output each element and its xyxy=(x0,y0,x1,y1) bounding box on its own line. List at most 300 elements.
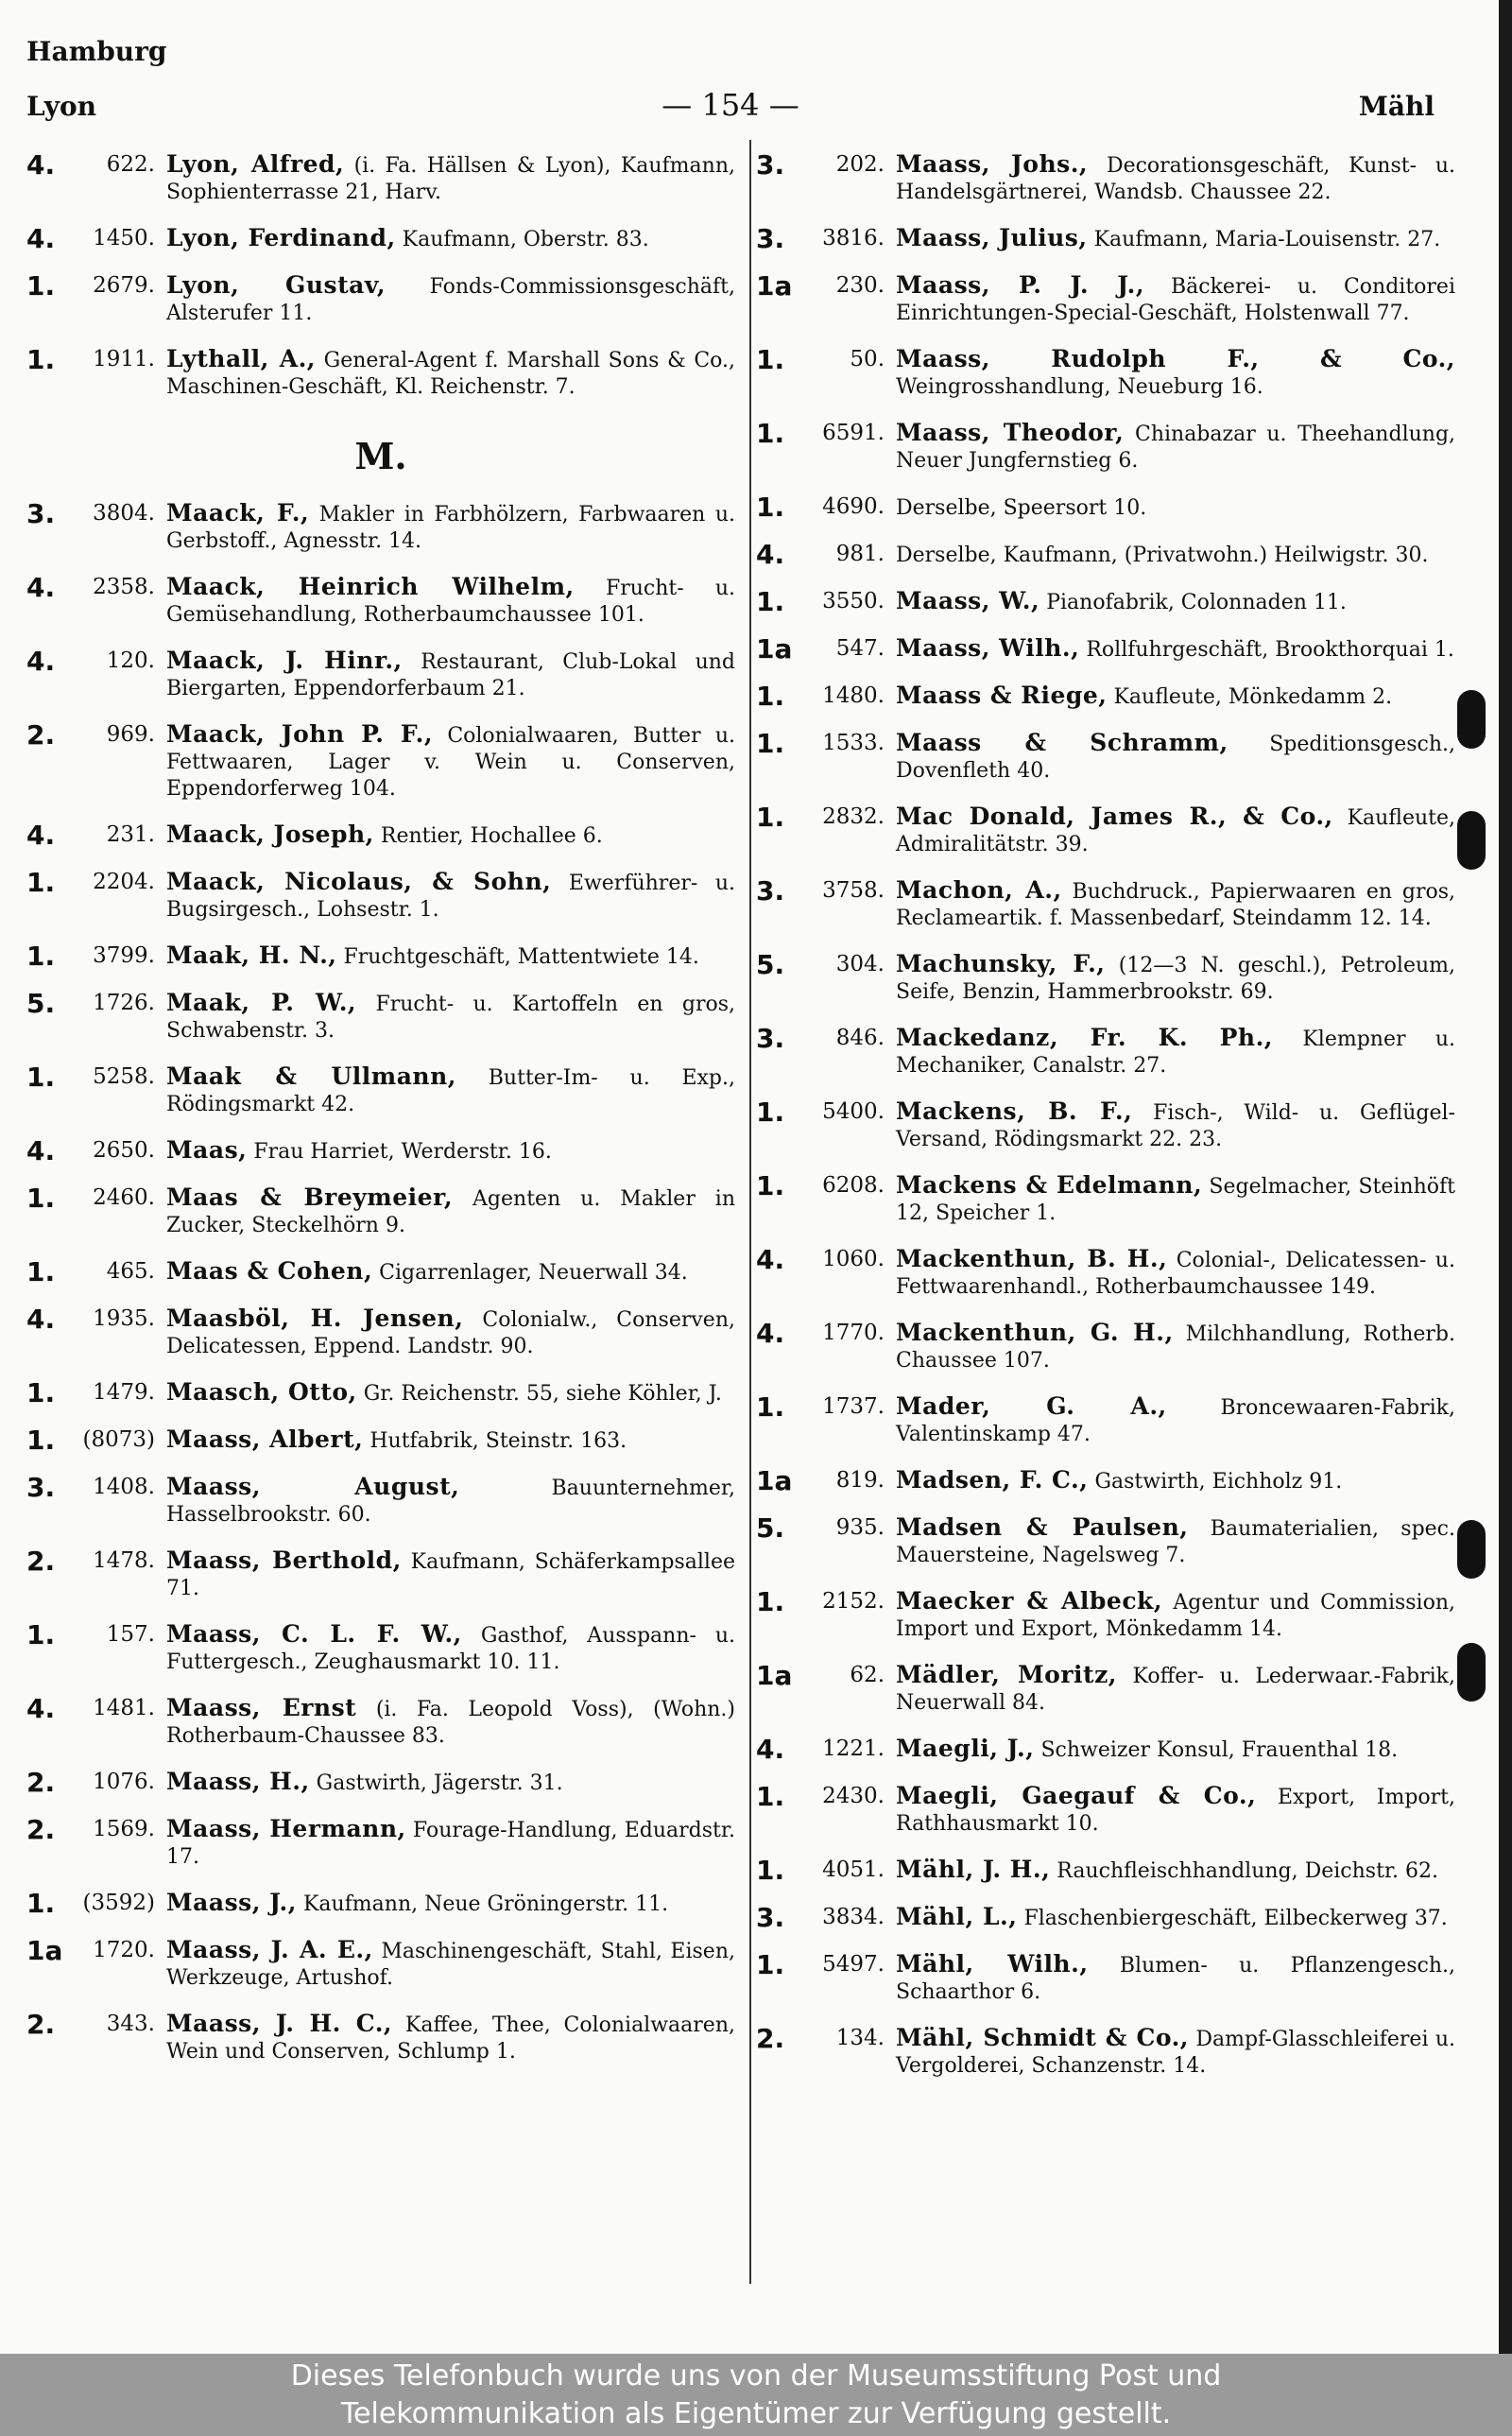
entry-body xyxy=(896,1588,1455,1643)
entry-name: Mackenthun, B. H., xyxy=(896,1245,1168,1272)
directory-entry xyxy=(756,730,1455,785)
entry-description: Frucht- u. Gemüsehandlung, Rotherbaumchaussee 101. xyxy=(166,577,735,627)
binding-hole xyxy=(1457,1520,1486,1579)
entry-phone-number: 1720. xyxy=(93,1938,155,1962)
entry-name: Maass, Julius, xyxy=(896,224,1088,251)
entry-body xyxy=(166,721,735,803)
entry-body xyxy=(166,1258,735,1287)
entry-phone-number: 3804. xyxy=(93,501,155,526)
directory-entry xyxy=(756,1514,1455,1569)
entry-body xyxy=(896,803,1455,858)
directory-entry xyxy=(26,1426,735,1455)
entry-body xyxy=(896,541,1455,569)
entry-phone-number: 4690. xyxy=(822,494,885,519)
entry-phone-number: 1408. xyxy=(93,1475,155,1499)
entry-class: 1. xyxy=(26,344,56,375)
entry-body xyxy=(166,225,735,253)
entry-name: Lyon, Alfred, xyxy=(166,150,345,178)
entry-name: Maas, xyxy=(166,1136,248,1164)
entry-class: 1. xyxy=(26,867,56,898)
entry-description: Flaschenbiergeschäft, Eilbeckerweg 37. xyxy=(1023,1907,1448,1930)
entry-description: Butter-Im- u. Exp., Rödingsmarkt 42. xyxy=(166,1066,736,1116)
entry-description: Koffer- u. Lederwaar.-Fabrik, Neuerwall 84. xyxy=(896,1665,1455,1715)
entry-class: 4. xyxy=(26,1135,56,1166)
entry-class: 5. xyxy=(26,988,56,1019)
entry-class: 4. xyxy=(26,646,56,677)
entry-phone-number: 1569. xyxy=(93,1817,155,1841)
entry-phone-number: 120. xyxy=(106,648,155,673)
directory-entry xyxy=(26,1937,735,1992)
entry-phone-number: 2204. xyxy=(93,870,155,894)
entry-phone-number: 2358. xyxy=(93,575,155,599)
entry-phone-number: 304. xyxy=(835,952,885,976)
entry-class: 3. xyxy=(756,223,785,254)
binding-hole xyxy=(1457,811,1486,870)
footer-line-2: Telekommunikation als Eigentümer zur Verfügung gestellt. xyxy=(340,2397,1172,2430)
entry-name: Maass, J. H. C., xyxy=(166,2010,393,2037)
entry-class: 1. xyxy=(756,1586,785,1617)
entry-body xyxy=(896,1098,1455,1153)
entry-phone-number: 1479. xyxy=(93,1380,155,1405)
entry-description: Kaufleute, Admiralitätstr. 39. xyxy=(896,806,1455,856)
directory-entry xyxy=(26,500,735,555)
entry-class: 4. xyxy=(26,572,56,603)
directory-entry xyxy=(26,1063,735,1118)
entry-body xyxy=(896,151,1455,206)
entry-description: Frau Harriet, Werderstr. 16. xyxy=(253,1140,552,1164)
entry-phone-number: 1076. xyxy=(93,1770,155,1794)
entry-name: Maack, J. Hinr., xyxy=(166,647,403,674)
entry-body xyxy=(166,2011,735,2065)
entry-name: Maas & Breymeier, xyxy=(166,1183,454,1211)
directory-entry xyxy=(26,1184,735,1239)
directory-entry xyxy=(756,877,1455,932)
entry-phone-number: 465. xyxy=(106,1259,155,1284)
entry-phone-number: 231. xyxy=(106,822,155,847)
entry-class: 1. xyxy=(756,344,785,375)
directory-entry xyxy=(26,272,735,327)
directory-entry xyxy=(756,1736,1455,1764)
directory-entry xyxy=(756,682,1455,711)
header-left-keyword: Lyon xyxy=(26,91,96,122)
entry-phone-number: 2152. xyxy=(822,1589,885,1614)
entry-class: 1. xyxy=(26,1425,56,1456)
directory-entry xyxy=(26,1816,735,1871)
entry-name: Mähl, Wilh., xyxy=(896,1950,1089,1978)
directory-entry xyxy=(26,1258,735,1287)
directory-entry xyxy=(756,1588,1455,1643)
entry-name: Maack, Nicolaus, & Sohn, xyxy=(166,868,552,895)
entry-phone-number: 4051. xyxy=(822,1857,885,1882)
entry-name: Machon, A., xyxy=(896,876,1062,904)
entry-phone-number: 1737. xyxy=(822,1394,885,1419)
right-column xyxy=(756,151,1455,2099)
directory-entry xyxy=(26,1621,735,1676)
entry-phone-number: 3758. xyxy=(822,878,885,903)
entry-class: 1. xyxy=(26,1256,56,1287)
page-header xyxy=(26,36,1435,130)
entry-body xyxy=(166,1547,735,1602)
directory-entry xyxy=(26,942,735,971)
entry-phone-number: 5400. xyxy=(822,1099,885,1124)
entry-name: Maass, Berthold, xyxy=(166,1546,402,1574)
entry-description: Colonialw., Conserven, Delicatessen, Eppend. Landstr. 90. xyxy=(166,1308,735,1358)
entry-class: 1. xyxy=(756,802,785,833)
entry-class: 1. xyxy=(26,1888,56,1919)
directory-entry xyxy=(26,1695,735,1750)
entry-description: (i. Fa. Hällsen & Lyon), Kaufmann, Sophienterrasse 21, Harv. xyxy=(166,154,735,204)
entry-name: Mähl, J. H., xyxy=(896,1856,1051,1883)
directory-entry xyxy=(26,1769,735,1797)
entry-description: Pianofabrik, Colonnaden 11. xyxy=(1046,591,1347,614)
binding-hole xyxy=(1457,690,1486,749)
entry-name: Maack, F., xyxy=(166,499,310,527)
entry-name: Maass, Rudolph F., & Co., xyxy=(896,345,1455,372)
entry-name: Maecker & Albeck, xyxy=(896,1587,1163,1615)
entry-name: Maack, Heinrich Wilhelm, xyxy=(166,573,575,600)
entry-phone-number: (3592) xyxy=(82,1891,155,1915)
entry-class: 4. xyxy=(26,1304,56,1335)
page-edge-shadow xyxy=(1499,0,1512,2354)
entry-description: Chinabazar u. Theehandlung, Neuer Jungfernstieg 6. xyxy=(896,423,1456,473)
entry-body xyxy=(896,951,1455,1006)
footer-banner xyxy=(0,2354,1512,2436)
entry-class: 2. xyxy=(756,2023,785,2054)
entry-class: 1a xyxy=(756,1465,793,1496)
entry-name: Maass, P. J. J., xyxy=(896,271,1145,299)
entry-class: 1. xyxy=(26,1377,56,1408)
entry-body xyxy=(166,1769,735,1797)
entry-name: Maass, Hermann, xyxy=(166,1815,406,1842)
entry-body xyxy=(896,1172,1455,1227)
entry-phone-number: 547. xyxy=(835,636,885,661)
entry-body xyxy=(896,1393,1455,1448)
entry-name: Maass, Johs., xyxy=(896,150,1089,178)
header-right-keyword: Mähl xyxy=(1358,91,1435,122)
entry-description: Kaufmann, Oberstr. 83. xyxy=(402,228,649,251)
entry-body xyxy=(166,1890,735,1918)
directory-entry xyxy=(756,1904,1455,1932)
entry-description: Derselbe, Kaufmann, (Privatwohn.) Heilwigstr. 30. xyxy=(896,544,1429,567)
directory-entry xyxy=(26,151,735,206)
entry-phone-number: 3799. xyxy=(93,943,155,968)
entry-phone-number: 1480. xyxy=(822,683,885,708)
entry-phone-number: 969. xyxy=(106,722,155,747)
entry-body xyxy=(896,1857,1455,1885)
entry-description: Kaffee, Thee, Colonialwaaren, Wein und Conserven, Schlump 1. xyxy=(166,2013,735,2064)
entry-name: Lyon, Gustav, xyxy=(166,271,387,299)
entry-phone-number: 134. xyxy=(835,2026,885,2050)
directory-entry xyxy=(756,951,1455,1006)
entry-phone-number: 3816. xyxy=(822,226,885,251)
page-number: — 154 — xyxy=(662,87,799,123)
entry-name: Maasch, Otto, xyxy=(166,1378,357,1406)
entry-description: Gastwirth, Jägerstr. 31. xyxy=(316,1771,563,1795)
entry-phone-number: 1533. xyxy=(822,731,885,755)
entry-name: Mackedanz, Fr. K. Ph., xyxy=(896,1024,1273,1051)
entry-phone-number: 1450. xyxy=(93,226,155,251)
entry-body xyxy=(166,346,735,401)
entry-name: Maass, Ernst xyxy=(166,1694,357,1721)
entry-name: Maak, P. W., xyxy=(166,989,357,1016)
entry-class: 4. xyxy=(756,1318,785,1349)
entry-phone-number: 50. xyxy=(850,347,885,371)
entry-body xyxy=(896,588,1455,616)
entry-description: Bauunternehmer, Hasselbrookstr. 60. xyxy=(166,1477,735,1527)
entry-class: 4. xyxy=(26,1693,56,1724)
entry-description: Kaufleute, Mönkedamm 2. xyxy=(1113,685,1393,709)
entry-description: Kaufmann, Neue Gröningerstr. 11. xyxy=(302,1892,669,1916)
entry-body xyxy=(896,420,1455,475)
entry-body xyxy=(166,151,735,206)
directory-entry xyxy=(756,151,1455,206)
entry-body xyxy=(166,942,735,971)
entry-body xyxy=(896,346,1455,401)
entry-phone-number: 3834. xyxy=(822,1905,885,1929)
directory-entry xyxy=(756,1098,1455,1153)
directory-entry xyxy=(26,225,735,253)
directory-entry xyxy=(26,821,735,850)
entry-phone-number: 819. xyxy=(835,1468,885,1493)
directory-entry xyxy=(26,574,735,629)
entry-description: Segelmacher, Steinhöft 12, Speicher 1. xyxy=(896,1175,1455,1225)
entry-body xyxy=(896,1467,1455,1495)
entry-description: General-Agent f. Marshall Sons & Co., Maschinen-Geschäft, Kl. Reichenstr. 7. xyxy=(166,349,736,399)
entry-body xyxy=(166,869,735,924)
directory-entry xyxy=(756,1662,1455,1717)
left-column-top-entries xyxy=(26,151,735,401)
binding-hole xyxy=(1457,1643,1486,1702)
entry-body xyxy=(896,1025,1455,1080)
entry-description: Fourage-Handlung, Eduardstr. 17. xyxy=(166,1819,735,1869)
entry-name: Maegli, Gaegauf & Co., xyxy=(896,1782,1257,1809)
entry-phone-number: 202. xyxy=(835,152,885,177)
directory-entry xyxy=(756,1246,1455,1301)
entry-class: 3. xyxy=(756,149,785,181)
entry-name: Mackenthun, G. H., xyxy=(896,1319,1174,1346)
entry-description: Kaufmann, Maria-Louisenstr. 27. xyxy=(1093,228,1441,251)
entry-description: Frucht- u. Kartoffeln en gros, Schwabenstr. 3. xyxy=(166,993,735,1043)
directory-entry xyxy=(26,1890,735,1918)
directory-entry xyxy=(26,1547,735,1602)
entry-name: Machunsky, F., xyxy=(896,950,1106,977)
entry-name: Maack, John P. F., xyxy=(166,720,434,748)
entry-body xyxy=(166,1063,735,1118)
entry-description: (12—3 N. geschl.), Petroleum, Seife, Benzin, Hammerbrookstr. 69. xyxy=(896,954,1455,1004)
entry-class: 1. xyxy=(756,681,785,712)
entry-class: 1a xyxy=(756,633,793,665)
entry-description: Schweizer Konsul, Frauenthal 18. xyxy=(1040,1738,1399,1762)
entry-description: Fisch-, Wild- u. Geflügel-Versand, Rödingsmarkt 22. 23. xyxy=(896,1101,1455,1151)
entry-class: 2. xyxy=(26,719,56,751)
entry-description: Kaufmann, Schäferkampsallee 71. xyxy=(166,1550,735,1600)
directory-entry xyxy=(756,541,1455,569)
entry-name: Maas & Cohen, xyxy=(166,1257,373,1285)
entry-phone-number: 2679. xyxy=(93,273,155,298)
entry-name: Mädler, Moritz, xyxy=(896,1661,1117,1688)
entry-body xyxy=(896,682,1455,711)
directory-entry xyxy=(756,588,1455,616)
entry-body xyxy=(896,493,1455,522)
entry-description: Colonialwaaren, Butter u. Fettwaaren, Lager v. Wein u. Conserven, Eppendorferweg 104. xyxy=(166,724,735,801)
entry-body xyxy=(166,574,735,629)
entry-phone-number: 1726. xyxy=(93,991,155,1015)
entry-body xyxy=(896,730,1455,785)
entry-description: Buchdruck., Papierwaaren en gros, Reclameartik. f. Massenbedarf, Steindamm 12. 14. xyxy=(896,880,1455,930)
entry-class: 1. xyxy=(756,492,785,523)
entry-body xyxy=(896,1320,1455,1374)
entry-class: 4. xyxy=(26,223,56,254)
entry-phone-number: 343. xyxy=(106,2012,155,2036)
entry-body xyxy=(896,2025,1455,2080)
entry-class: 2. xyxy=(26,1767,56,1798)
entry-body xyxy=(896,272,1455,327)
entry-body xyxy=(166,1816,735,1871)
entry-description: Ewerführer- u. Bugsirgesch., Lohsestr. 1. xyxy=(166,872,735,922)
entry-body xyxy=(896,1246,1455,1301)
entry-description: Dampf-Glasschleiferei u. Vergolderei, Schanzenstr. 14. xyxy=(896,2028,1455,2078)
entry-body xyxy=(166,1379,735,1408)
entry-body xyxy=(166,821,735,850)
entry-phone-number: 981. xyxy=(835,542,885,566)
entry-class: 2. xyxy=(26,1814,56,1845)
directory-entry xyxy=(26,1474,735,1529)
entry-name: Maass, H., xyxy=(166,1768,310,1795)
entry-phone-number: 230. xyxy=(835,273,885,298)
entry-description: Gasthof, Ausspann- u. Futtergesch., Zeughausmarkt 10. 11. xyxy=(166,1624,735,1674)
entry-description: Blumen- u. Pflanzengesch., Schaarthor 6. xyxy=(896,1954,1456,2004)
directory-entry xyxy=(756,1857,1455,1885)
directory-entry xyxy=(756,1172,1455,1227)
directory-entry xyxy=(756,1951,1455,2006)
entry-name: Maack, Joseph, xyxy=(166,821,374,848)
entry-name: Mackens & Edelmann, xyxy=(896,1171,1203,1199)
directory-entry xyxy=(756,420,1455,475)
entry-body xyxy=(896,1662,1455,1717)
entry-description: Colonial-, Delicatessen- u. Fettwaarenhandl., Rotherbaumchaussee 149. xyxy=(896,1249,1455,1299)
entry-body xyxy=(896,1783,1455,1838)
entry-description: Fruchtgeschäft, Mattentwiete 14. xyxy=(343,945,699,969)
directory-entry xyxy=(26,990,735,1045)
left-column xyxy=(26,151,735,2084)
entry-description: Baumaterialien, spec. Mauersteine, Nagelsweg 7. xyxy=(896,1517,1455,1567)
entry-description: Decorationsgeschäft, Kunst- u. Handelsgärtnerei, Wandsb. Chaussee 22. xyxy=(896,154,1455,204)
entry-phone-number: 935. xyxy=(835,1515,885,1540)
entry-name: Maasböl, H. Jensen, xyxy=(166,1304,464,1332)
entry-description: Cigarrenlager, Neuerwall 34. xyxy=(379,1261,688,1285)
entry-name: Maass, Albert, xyxy=(166,1425,364,1453)
entry-class: 4. xyxy=(26,149,56,181)
entry-description: Rentier, Hochallee 6. xyxy=(380,824,603,848)
directory-entry xyxy=(756,803,1455,858)
entry-description: (i. Fa. Leopold Voss), (Wohn.) Rotherbaum-Chaussee 83. xyxy=(166,1698,736,1748)
entry-class: 3. xyxy=(26,498,56,529)
entry-class: 1. xyxy=(756,1781,785,1812)
entry-name: Maass, J., xyxy=(166,1889,297,1916)
entry-description: Rollfuhrgeschäft, Brookthorquai 1. xyxy=(1086,638,1454,662)
entry-phone-number: 2650. xyxy=(93,1138,155,1163)
entry-phone-number: 62. xyxy=(850,1663,885,1687)
entry-body xyxy=(166,1937,735,1992)
section-heading: M. xyxy=(354,435,407,477)
entry-body xyxy=(896,1951,1455,2006)
entry-phone-number: 1770. xyxy=(822,1321,885,1345)
entry-description: Gr. Reichenstr. 55, siehe Köhler, J. xyxy=(363,1382,722,1406)
entry-body xyxy=(896,225,1455,253)
entry-description: Restaurant, Club-Lokal und Biergarten, Eppendorferbaum 21. xyxy=(166,650,736,700)
entry-class: 2. xyxy=(26,2009,56,2040)
entry-body xyxy=(166,1137,735,1166)
entry-description: Rauchfleischhandlung, Deichstr. 62. xyxy=(1057,1859,1439,1883)
entry-phone-number: 2460. xyxy=(93,1185,155,1210)
entry-description: Bäckerei- u. Conditorei Einrichtungen-Special-Geschäft, Holstenwall 77. xyxy=(896,275,1455,325)
entry-phone-number: 622. xyxy=(106,152,155,177)
entry-name: Maass, Theodor, xyxy=(896,419,1125,446)
entry-class: 1. xyxy=(756,418,785,449)
entry-description: Export, Import, Rathhausmarkt 10. xyxy=(896,1786,1455,1836)
entry-name: Mac Donald, James R., & Co., xyxy=(896,803,1333,830)
entry-name: Mähl, Schmidt & Co., xyxy=(896,2024,1189,2051)
column-divider xyxy=(749,140,751,2284)
entry-body xyxy=(896,877,1455,932)
entry-class: 1. xyxy=(756,1170,785,1201)
directory-entry xyxy=(756,1320,1455,1374)
entry-class: 1. xyxy=(26,1183,56,1214)
entry-name: Lythall, A., xyxy=(166,345,317,372)
entry-description: Derselbe, Speersort 10. xyxy=(896,496,1147,520)
entry-class: 1. xyxy=(26,1619,56,1650)
entry-description: Agenten u. Makler in Zucker, Steckelhörn 9. xyxy=(166,1187,735,1237)
entry-description: Klempner u. Mechaniker, Canalstr. 27. xyxy=(896,1028,1455,1078)
entry-class: 4. xyxy=(26,820,56,851)
entry-class: 4. xyxy=(756,1734,785,1765)
entry-description: Weingrosshandlung, Neueburg 16. xyxy=(896,375,1263,399)
entry-body xyxy=(166,1474,735,1529)
entry-name: Lyon, Ferdinand, xyxy=(166,224,396,251)
entry-phone-number: 5497. xyxy=(822,1952,885,1977)
entry-phone-number: 157. xyxy=(106,1622,155,1647)
directory-entry xyxy=(756,1393,1455,1448)
entry-class: 3. xyxy=(756,875,785,907)
entry-phone-number: 1935. xyxy=(93,1306,155,1331)
entry-phone-number: 1911. xyxy=(93,347,155,371)
directory-entry xyxy=(26,721,735,803)
directory-entry xyxy=(26,1379,735,1408)
entry-description: Hutfabrik, Steinstr. 163. xyxy=(369,1429,627,1453)
entry-body xyxy=(166,500,735,555)
entry-name: Maass, C. L. F. W., xyxy=(166,1620,462,1648)
entry-class: 1. xyxy=(26,270,56,302)
entry-body xyxy=(166,1695,735,1750)
footer-line-1: Dieses Telefonbuch wurde uns von der Museumsstiftung Post und xyxy=(290,2359,1222,2393)
entry-name: Maass, Wilh., xyxy=(896,634,1080,662)
entry-body xyxy=(896,1736,1455,1764)
entry-body xyxy=(896,1514,1455,1569)
entry-phone-number: 1060. xyxy=(822,1247,885,1271)
entry-class: 1. xyxy=(26,1062,56,1093)
entry-name: Madsen & Paulsen, xyxy=(896,1513,1189,1541)
entry-phone-number: 846. xyxy=(835,1026,885,1050)
entry-description: Agentur und Commission, Import und Export, Mönkedamm 14. xyxy=(896,1591,1455,1641)
entry-name: Maak, H. N., xyxy=(166,942,337,969)
entry-name: Mackens, B. F., xyxy=(896,1097,1133,1125)
entry-name: Maass & Schramm, xyxy=(896,729,1228,756)
directory-entry xyxy=(26,1305,735,1360)
directory-entry xyxy=(756,346,1455,401)
entry-name: Maass, August, xyxy=(166,1473,460,1500)
entry-class: 2. xyxy=(26,1546,56,1577)
entry-class: 1. xyxy=(756,1855,785,1886)
